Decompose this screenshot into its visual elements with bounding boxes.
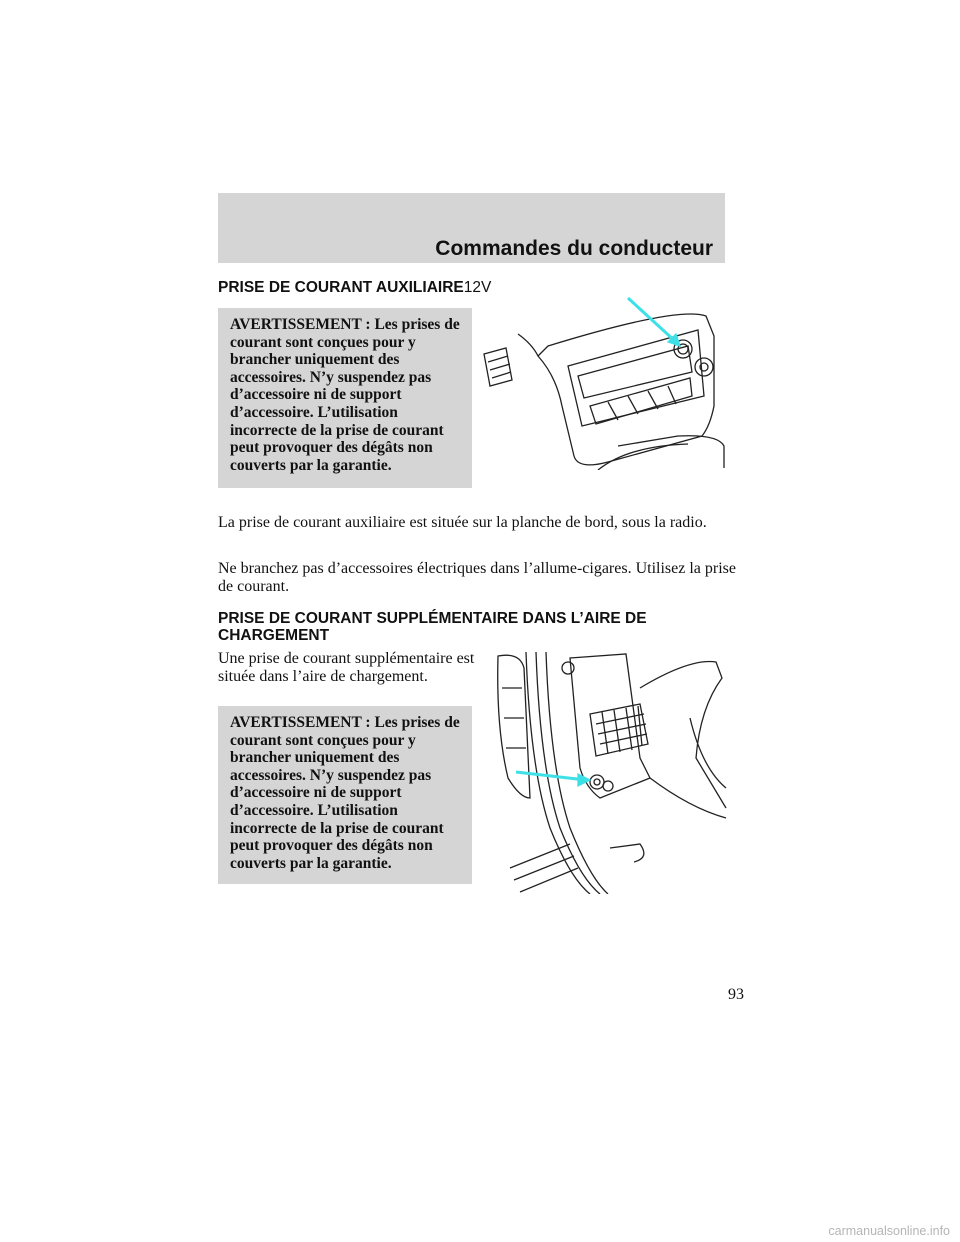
section-heading-aux-power <box>218 279 491 296</box>
cargo-power-point-illustration <box>490 648 730 894</box>
page-number: 93 <box>728 986 744 1003</box>
section-heading-cargo-power: PRISE DE COURANT SUPPLÉMENTAIRE DANS L’AIRE DE CHARGEMENT <box>218 610 647 644</box>
paragraph-cigar-lighter: Ne branchez pas d’accessoires électriques dans l’allume-cigares. Utilisez la prise de courant. <box>218 560 736 595</box>
dashboard-power-point-illustration <box>478 296 726 470</box>
watermark: carmanualsonline.info <box>828 1224 950 1238</box>
warning-box-2 <box>218 706 472 884</box>
warning-text-2: AVERTISSEMENT : Les prises de courant sont conçues pour y brancher uniquement des accessoires. N’y suspendez pas d’accessoire ni de support d’accessoire. L’utilisation incorrecte de la prise de courant peut provoquer des dégâts non couverts par la garantie. <box>230 714 460 872</box>
warning-text-1: AVERTISSEMENT : Les prises de courant sont conçues pour y brancher uniquement des accessoires. N’y suspendez pas d’accessoire ni de support d’accessoire. L’utilisation incorrecte de la prise de courant peut provoquer des dégâts non couverts par la garantie. <box>230 316 460 474</box>
paragraph-location: La prise de courant auxiliaire est située sur la planche de bord, sous la radio. <box>218 514 707 531</box>
warning-box-1 <box>218 308 472 488</box>
chapter-title: Commandes du conducteur <box>435 237 713 260</box>
section-heading-text: PRISE DE COURANT AUXILIAIRE <box>218 279 464 296</box>
paragraph-cargo-location: Une prise de courant supplémentaire est située dans l’aire de chargement. <box>218 650 475 685</box>
voltage-label: 12V <box>463 279 492 296</box>
chapter-header-band <box>218 193 725 263</box>
